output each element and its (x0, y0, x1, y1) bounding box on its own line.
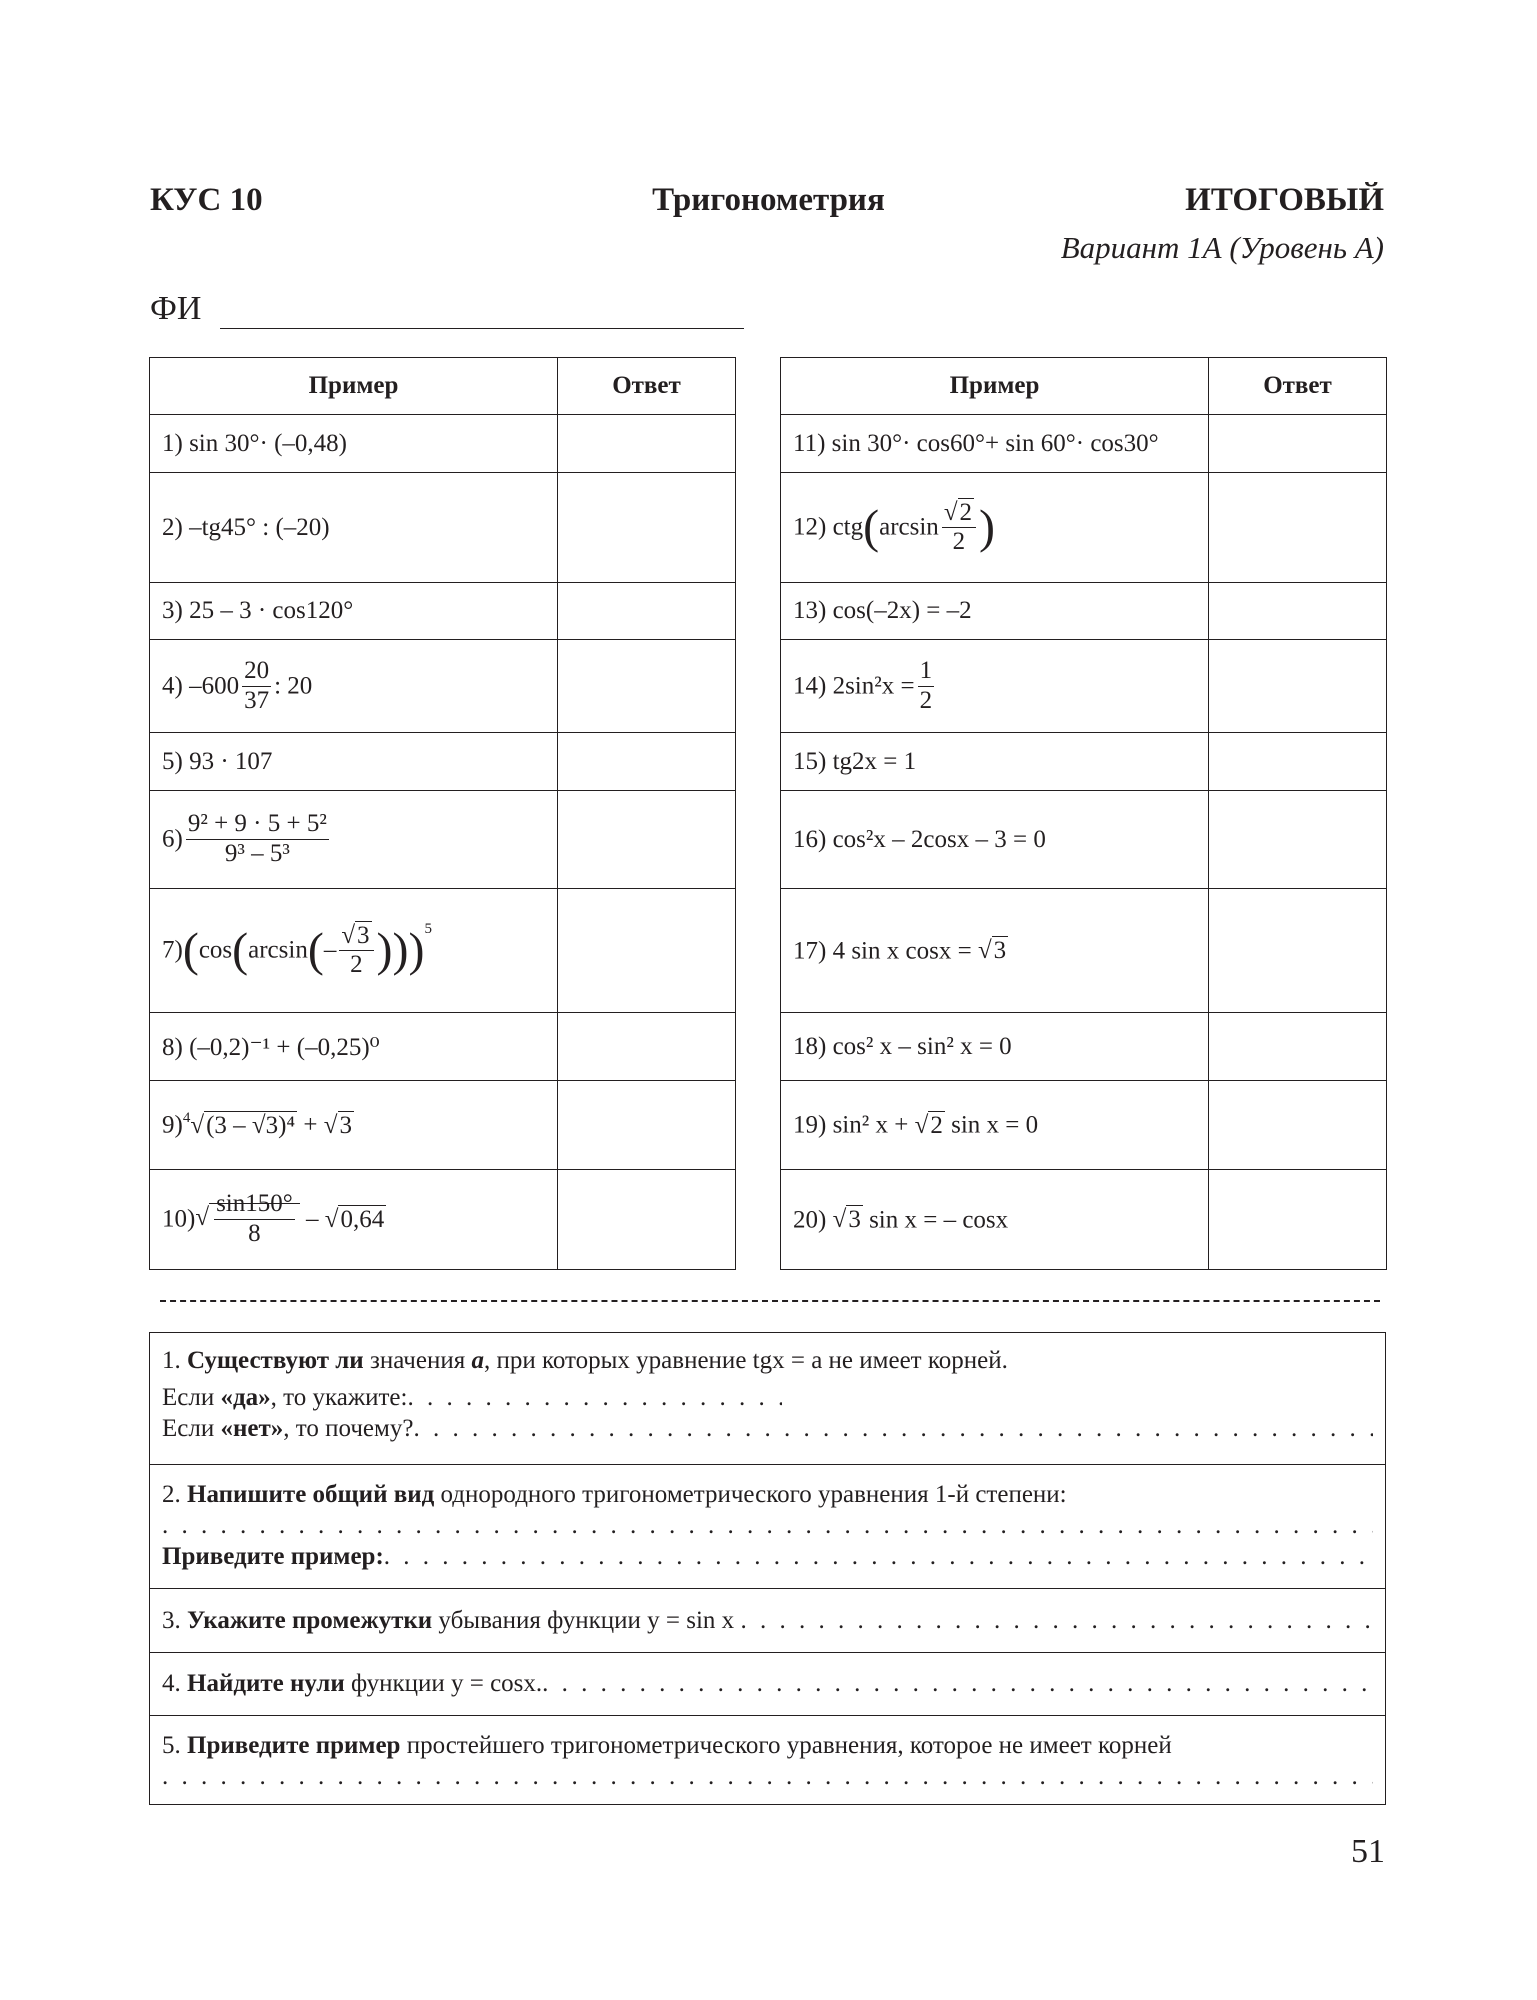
exercise-13: 13) cos(–2x) = –2 (781, 583, 1209, 640)
answer-cell-10[interactable] (558, 1170, 736, 1270)
answer-cell-12[interactable] (1209, 473, 1387, 583)
right-exercise-table (780, 357, 1387, 1270)
answer-cell-16[interactable] (1209, 791, 1387, 889)
fraction: $\frac{20}{37}$ (244, 656, 270, 714)
table-row (781, 583, 1387, 640)
answer-dots[interactable] (162, 1761, 1373, 1792)
exercise-11: 11) sin 30°· cos60°+ sin 60°· cos30° (781, 415, 1209, 473)
table-row (150, 640, 736, 733)
root: √ 3 (833, 1206, 863, 1234)
cut-line (160, 1300, 1380, 1302)
test-type: ИТОГОВЫЙ (1185, 182, 1384, 218)
table-row (150, 1081, 736, 1170)
header-answer: Ответ (1209, 358, 1387, 415)
table-row (781, 1081, 1387, 1170)
table-row (781, 733, 1387, 791)
table-row (150, 415, 736, 473)
table-row (781, 889, 1387, 1013)
root: √ 3 (978, 937, 1008, 965)
header-example: Пример (781, 358, 1209, 415)
table-row (150, 583, 736, 640)
fraction: √ $\frac{3}{2}$ (339, 921, 373, 980)
answer-dots[interactable] (407, 1382, 782, 1413)
answer-cell-14[interactable] (1209, 640, 1387, 733)
question-3: 3. Укажите промежутки убывания функции y = sin x . . . (150, 1589, 1385, 1653)
answer-cell-9[interactable] (558, 1081, 736, 1170)
answer-dots[interactable] (384, 1541, 1373, 1572)
exercise-12: 12) ctg(arcsin √ $\frac{2}{2}$ ) (781, 473, 1209, 583)
root: √ (3 – √3)⁴ (190, 1112, 297, 1140)
fraction: $\frac{1}{2}$ (919, 656, 933, 714)
answer-cell-13[interactable] (1209, 583, 1387, 640)
theory-questions (149, 1332, 1386, 1805)
answer-cell-8[interactable] (558, 1013, 736, 1081)
exercise-10: 10) √ $\frac{\sin 150^\circ}{8}$ – √ 0,64 (150, 1170, 558, 1270)
table-row (781, 473, 1387, 583)
answer-cell-20[interactable] (1209, 1170, 1387, 1270)
question-2: 2. Напишите общий вид однородного тригонометрического уравнения 1-й степени: . . . Приведите пример: . . . (150, 1465, 1385, 1589)
answer-dots[interactable] (162, 1510, 1373, 1541)
fraction: $\frac{\text{9² + 9 · 5 + 5²}}{\text{9³ – 5³}}$ (187, 810, 327, 867)
answer-dots[interactable] (740, 1605, 1373, 1636)
exercise-6: 6) $\frac{\text{9² + 9 · 5 + 5²}}{\text{9³ – 5³}}$ (150, 791, 558, 889)
table-row (781, 415, 1387, 473)
exercise-14: 14) 2sin²x = $\frac{1}{2}$ (781, 640, 1209, 733)
question-5: 5. Приведите пример простейшего тригонометрического уравнения, которое не имеет корней . . . (150, 1716, 1385, 1804)
answer-cell-17[interactable] (1209, 889, 1387, 1013)
fraction: √ $\frac{2}{2}$ (942, 498, 976, 557)
variant-label: Вариант 1А (Уровень А) (1060, 230, 1384, 265)
root: √ 3 (324, 1112, 354, 1140)
answer-cell-11[interactable] (1209, 415, 1387, 473)
exercise-9: 9)$^4$√ (3 – √3)⁴ + √ 3 (150, 1081, 558, 1170)
table-row (150, 889, 736, 1013)
exercise-3: 3) 25 – 3 · cos120° (150, 583, 558, 640)
root: √ $\frac{\sin 150^\circ}{8}$ (195, 1190, 299, 1249)
course-code: КУС 10 (150, 182, 263, 218)
table-row (150, 733, 736, 791)
answer-cell-6[interactable] (558, 791, 736, 889)
answer-cell-18[interactable] (1209, 1013, 1387, 1081)
root: √ 0,64 (325, 1206, 386, 1234)
table-row (150, 1013, 736, 1081)
exercise-16: 16) cos²x – 2cosx – 3 = 0 (781, 791, 1209, 889)
answer-cell-5[interactable] (558, 733, 736, 791)
header-answer: Ответ (558, 358, 736, 415)
table-row (150, 791, 736, 889)
exercise-19: 19) sin² x + √ 2 sin x = 0 (781, 1081, 1209, 1170)
table-row (781, 1013, 1387, 1081)
name-field[interactable] (220, 328, 744, 329)
root: √ 2 (915, 1112, 945, 1140)
question-1: 1. Существуют ли значения a , при которых уравнение tgx = a не имеет корней. Если «да» , то укажите: . . . Если «нет» , то почему? . . . (150, 1333, 1385, 1465)
left-exercise-table (149, 357, 736, 1270)
answer-cell-19[interactable] (1209, 1081, 1387, 1170)
header-example: Пример (150, 358, 558, 415)
table-row (150, 473, 736, 583)
exercise-8: 8) (–0,2)⁻¹ + (–0,25)⁰ (150, 1013, 558, 1081)
table-row (781, 1170, 1387, 1270)
exercise-20: 20) √ 3 sin x = – cosx (781, 1170, 1209, 1270)
table-row (150, 1170, 736, 1270)
answer-cell-7[interactable] (558, 889, 736, 1013)
answer-cell-4[interactable] (558, 640, 736, 733)
page-number: 51 (1351, 1833, 1385, 1870)
answer-dots[interactable] (413, 1413, 1373, 1444)
exercise-7: 7)(cos(arcsin(– √ $\frac{3}{2}$ )))$^5$ (150, 889, 558, 1013)
table-row (781, 640, 1387, 733)
exercise-4: 4) –600 $\frac{20}{37}$ : 20 (150, 640, 558, 733)
exercise-17: 17) 4 sin x cosx = √ 3 (781, 889, 1209, 1013)
exercise-5: 5) 93 · 107 (150, 733, 558, 791)
page-title: Тригонометрия (652, 182, 885, 218)
table-row (781, 791, 1387, 889)
exercise-2: 2) –tg45° : (–20) (150, 473, 558, 583)
answer-dots[interactable] (542, 1668, 1373, 1699)
answer-cell-15[interactable] (1209, 733, 1387, 791)
answer-cell-3[interactable] (558, 583, 736, 640)
answer-cell-1[interactable] (558, 415, 736, 473)
question-4: 4. Найдите нули функции y = cosx. . . . (150, 1653, 1385, 1716)
name-label: ФИ (150, 290, 202, 327)
answer-cell-2[interactable] (558, 473, 736, 583)
exercise-1: 1) sin 30°· (–0,48) (150, 415, 558, 473)
exercise-15: 15) tg2x = 1 (781, 733, 1209, 791)
exercise-18: 18) cos² x – sin² x = 0 (781, 1013, 1209, 1081)
